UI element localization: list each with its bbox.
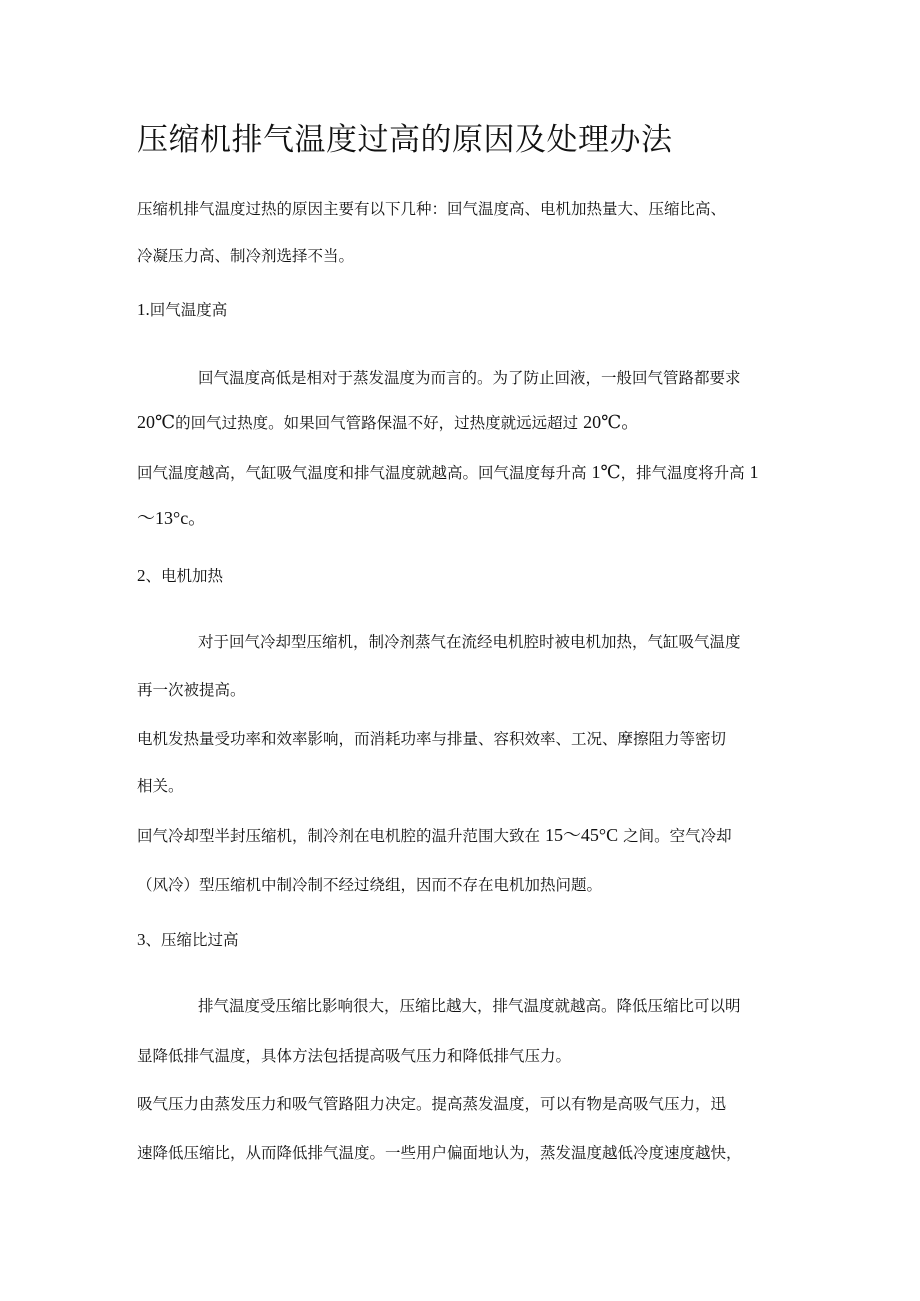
temp-value-20c: 20℃ <box>137 412 176 432</box>
section-1-paragraph-2-line-1 <box>137 460 759 485</box>
section-1-text-fragment: ，排气温度将升高 <box>620 464 750 482</box>
section-2-paragraph-1-line-1: 对于回气冷却型压缩机，制冷剂蒸气在流经电机腔时被电机加热，气缸吸气温度 <box>198 633 741 651</box>
temp-value-20c-end: 20℃。 <box>583 412 640 432</box>
temp-value-1: 1 <box>749 462 759 482</box>
section-1-text-fragment: 回气温度越高，气缸吸气温度和排气温度就越高。回气温度每升高 <box>137 464 592 482</box>
section-2-paragraph-2-line-2: 相关。 <box>137 777 184 795</box>
section-1-paragraph-2-line-2: ～13°c。 <box>137 508 207 528</box>
section-3-paragraph-1-line-1: 排气温度受压缩比影响很大，压缩比越大，排气温度就越高。降低压缩比可以明 <box>198 997 741 1015</box>
intro-line-2: 冷凝压力高、制冷剂选择不当。 <box>137 247 355 265</box>
section-3-heading <box>137 928 239 952</box>
section-2-paragraph-3-line-2: （风冷）型压缩机中制冷制不经过绕组，因而不存在电机加热问题。 <box>137 876 603 894</box>
section-2-text-fragment: 回气冷却型半封压缩机，制冷剂在电机腔的温升范围大致在 <box>137 827 545 845</box>
section-1-title: 回气温度高 <box>149 301 228 319</box>
section-1-paragraph-1-line-2 <box>137 410 639 435</box>
section-1-paragraph-1-line-1: 回气温度高低是相对于蒸发温度为而言的。为了防止回液，一般回气管路都要求 <box>198 369 741 387</box>
section-2-paragraph-2-line-1: 电机发热量受功率和效率影响，而消耗功率与排量、容积效率、工况、摩擦阻力等密切 <box>137 730 727 748</box>
section-1-heading <box>137 298 227 322</box>
section-3-paragraph-2-line-2: 速降低压缩比，从而降低排气温度。一些用户偏面地认为，蒸发温度越低冷度速度越快， <box>137 1144 742 1162</box>
temp-value-1c: 1℃ <box>591 462 621 482</box>
section-2-number: 2 <box>137 566 146 585</box>
section-2-paragraph-1-line-2: 再一次被提高。 <box>137 681 246 699</box>
section-2-paragraph-3-line-1 <box>137 823 732 848</box>
page-title: 压缩机排气温度过高的原因及处理办法 <box>137 122 673 158</box>
intro-line-1: 压缩机排气温度过热的原因主要有以下几种：回气温度高、电机加热量大、压缩比高、 <box>137 200 727 218</box>
section-1-text-fragment: 的回气过热度。如果回气管路保温不好，过热度就远远超过 <box>175 414 584 432</box>
section-3-paragraph-2-line-1: 吸气压力由蒸发压力和吸气管路阻力决定。提高蒸发温度，可以有物是高吸气压力，迅 <box>137 1095 727 1113</box>
section-2-heading <box>137 564 223 588</box>
section-3-number: 3 <box>137 930 146 949</box>
temp-range-value: 15〜45°C <box>544 825 619 845</box>
section-2-text-fragment: 之间。空气冷却 <box>618 827 732 845</box>
section-1-number: 1. <box>137 300 150 319</box>
section-2-title: 、电机加热 <box>145 567 224 585</box>
section-3-title: 、压缩比过高 <box>145 931 239 949</box>
section-3-paragraph-1-line-2: 显降低排气温度，具体方法包括提高吸气压力和降低排气压力。 <box>137 1047 572 1065</box>
